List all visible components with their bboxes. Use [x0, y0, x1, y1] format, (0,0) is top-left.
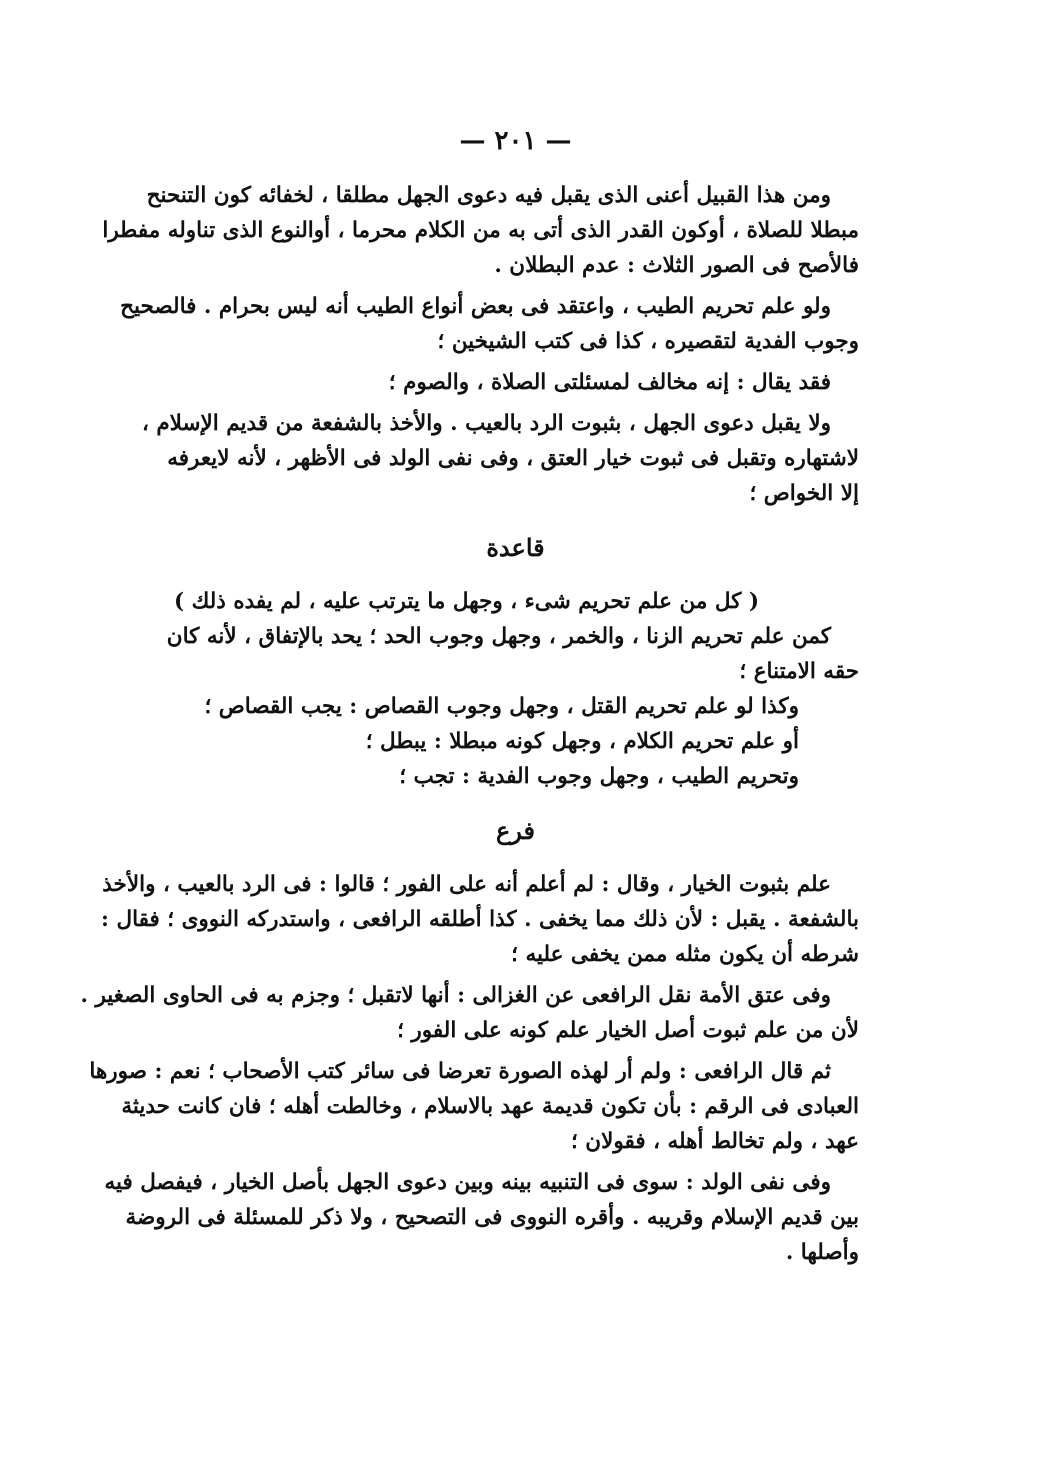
text-line: فقد يقال : إنه مخالف لمسئلتى الصلاة ، والصوم ؛: [388, 370, 831, 395]
paragraph: [120, 289, 859, 359]
text-line: وفى عتق الأمة نقل الرافعى عن الغزالى : أنها لاتقبل ؛ وجزم به فى الحاوى الصغير .: [80, 983, 831, 1008]
text-line: وأصلها .: [785, 1240, 859, 1265]
rule-example-item: وتحريم الطيب ، وجهل وجوب الفدية : تجب ؛: [399, 764, 799, 789]
text-line: ومن هذا القبيل أعنى الذى يقبل فيه دعوى الجهل مطلقا ، لخفائه كون التنحنح: [146, 183, 831, 208]
text-line: إلا الخواص ؛: [749, 481, 859, 506]
heading-branch: فرع: [495, 816, 536, 845]
text-line: ولا يقبل دعوى الجهل ، بثبوت الرد بالعيب . والأخذ بالشفعة من قديم الإسلام ،: [141, 411, 831, 436]
rule-example-item: أو علم تحريم الكلام ، وجهل كونه مبطلا : يبطل ؛: [365, 729, 799, 754]
text-line: علم بثبوت الخيار ، وقال : لم أعلم أنه على الفور ؛ قالوا : فى الرد بالعيب ، والأخذ: [102, 872, 831, 897]
page-number: — ٢٠١ —: [459, 126, 572, 156]
text-line: مبطلا للصلاة ، أوكون القدر الذى أتى به من الكلام محرما ، أوالنوع الذى تناوله مفطرا: [102, 218, 859, 243]
rule-statement: ( كل من علم تحريم شىء ، وجهل ما يترتب عليه ، لم يفده ذلك ): [173, 589, 759, 614]
paragraph: [102, 178, 859, 283]
text-line: بين قديم الإسلام وقريبه . وأقره النووى فى التصحيح ، ولا ذكر للمسئلة فى الروضة: [125, 1205, 859, 1230]
text-line: ولو علم تحريم الطيب ، واعتقد فى بعض أنواع الطيب أنه ليس بحرام . فالصحيح: [120, 294, 831, 319]
section-branch: [80, 867, 859, 1270]
paragraph: [101, 867, 859, 972]
text-line: عهد ، ولم تخالط أهله ، فقولان ؛: [570, 1129, 859, 1154]
text-line: لاشتهاره وتقبل فى ثبوت خيار العتق ، وفى نفى الولد فى الأظهر ، لأنه لايعرفه: [167, 446, 859, 471]
paragraph: [89, 1054, 859, 1159]
text-line: شرطه أن يكون مثله ممن يخفى عليه ؛: [511, 942, 859, 967]
text-line: وفى نفى الولد : سوى فى التنبيه بينه وبين دعوى الجهل بأصل الخيار ، فيفصل فيه: [104, 1170, 831, 1195]
rule-example-item: وكذا لو علم تحريم القتل ، وجهل وجوب القصاص : يجب القصاص ؛: [204, 694, 799, 719]
rule-examples: [172, 689, 859, 794]
paragraph: [172, 365, 859, 400]
rule-example-line: حقه الامتناع ؛: [739, 659, 859, 684]
text-line: لأن من علم ثبوت أصل الخيار علم كونه على الفور ؛: [397, 1018, 859, 1043]
paragraph: [141, 406, 859, 511]
paragraph: [104, 1165, 859, 1270]
rule-block: [166, 584, 859, 794]
heading-rule: قاعدة: [486, 533, 545, 562]
text-line: فالأصح فى الصور الثلاث : عدم البطلان .: [494, 253, 859, 278]
rule-example-line: كمن علم تحريم الزنا ، والخمر ، وجهل وجوب الحد ؛ يحد بالإتفاق ، لأنه كان: [166, 624, 831, 649]
text-line: وجوب الفدية لتقصيره ، كذا فى كتب الشيخين ؛: [437, 329, 859, 354]
text-line: العبادى فى الرقم : بأن تكون قديمة عهد بالاسلام ، وخالطت أهله ؛ فان كانت حديثة: [121, 1094, 859, 1119]
paragraph: [80, 978, 859, 1048]
section-intro: [102, 178, 859, 511]
text-line: ثم قال الرافعى : ولم أر لهذه الصورة تعرضا فى سائر كتب الأصحاب ؛ نعم : صورها: [89, 1059, 831, 1084]
text-line: بالشفعة . يقبل : لأن ذلك مما يخفى . كذا أطلقه الرافعى ، واستدركه النووى ؛ فقال :: [101, 907, 859, 932]
